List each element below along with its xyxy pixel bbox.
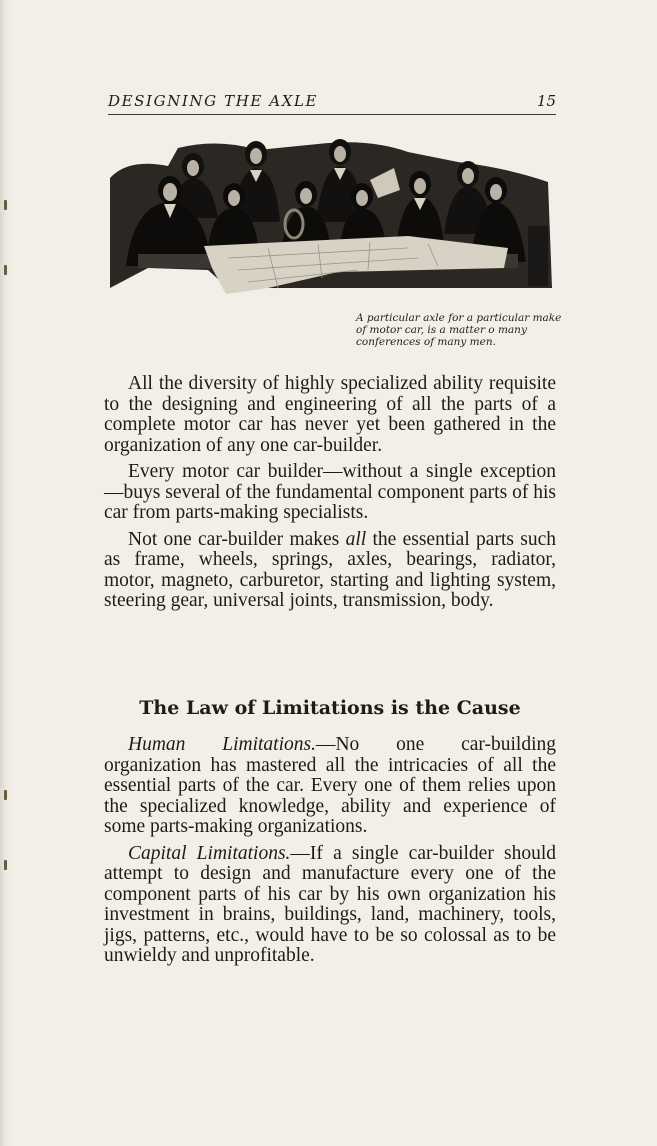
photo-illustration bbox=[108, 138, 554, 294]
not-one-before: Not one car-builder makes bbox=[128, 528, 346, 550]
binding-mark bbox=[4, 860, 7, 870]
paragraph-not-one bbox=[104, 530, 556, 612]
not-one-after: the essential parts such as frame, wheels, springs, axles, bearings, radiator, motor, magneto, carburetor, starting and lighting system, steering gear, universal joints, transmission, body. bbox=[104, 528, 556, 611]
paragraph-diversity: All the diversity of highly specialized ability requisite to the designing and engineering of all the parts of a complete motor car has never yet been gathered in the organization of any one car-builder. bbox=[104, 373, 556, 456]
conference-photo bbox=[108, 138, 554, 294]
not-one-emphasis: all bbox=[345, 528, 367, 550]
paragraph-capital-limitations bbox=[104, 844, 556, 967]
running-head bbox=[108, 92, 556, 115]
paragraph-every-builder: Every motor car builder—without a single exception—buys several of the fundamental component parts of his car from parts-making specialists. bbox=[104, 461, 556, 523]
photo-caption: A particular axle for a particular make of motor car, is a matter o many conferences of many men. bbox=[356, 312, 562, 348]
running-title: DESIGNING THE AXLE bbox=[108, 92, 319, 110]
human-limitations-text: —No one car-building organization has mastered all the intricacies of all the essential parts of the car. Every one of them relies upon the specialized knowledge, ability and experience of some parts-making organizations. bbox=[104, 734, 556, 837]
page-number: 15 bbox=[536, 92, 556, 110]
paragraph-human-limitations bbox=[104, 735, 556, 838]
capital-limitations-lead-in: Capital Limitations. bbox=[128, 842, 291, 864]
limitations-text bbox=[104, 735, 556, 967]
binding-mark bbox=[4, 790, 7, 800]
binding-mark bbox=[4, 200, 7, 210]
binding-mark bbox=[4, 265, 7, 275]
intro-text bbox=[104, 374, 556, 612]
human-limitations-lead-in: Human Limitations. bbox=[128, 734, 316, 755]
section-heading: The Law of Limitations is the Cause bbox=[139, 697, 521, 719]
capital-limitations-text: —If a single car-builder should attempt to design and manufacture every one of the component parts of his car by his own organization his investment in brains, buildings, land, machinery, tools, jigs, patterns, etc., would have to be so colossal as to be unwieldy and unprofitable. bbox=[104, 842, 556, 966]
